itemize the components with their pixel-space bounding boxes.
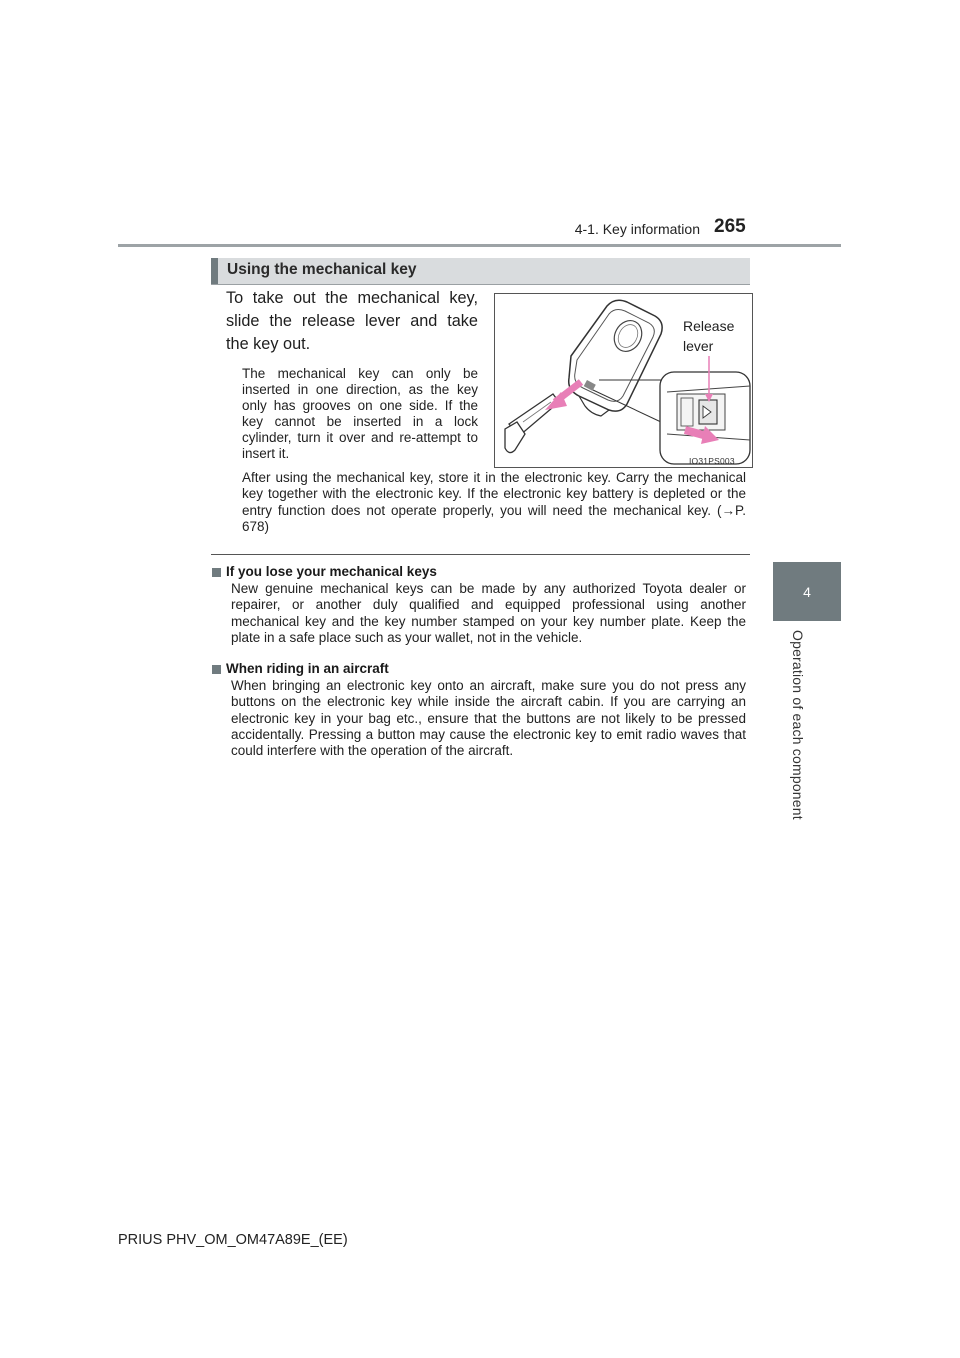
info-aircraft-body: When bringing an electronic key onto an aircraft, make sure you do not press any buttons on the electronic key while inside the aircraft cabin. If you are carrying an electronic key in your bag etc., ensure that the buttons are not likely to be pressed accidentally. Pressing a button may cause the electronic key to emit radio waves that could interfere with the operation of the aircraft. xyxy=(231,678,746,759)
chapter-tab[interactable]: 4 xyxy=(773,562,841,621)
release-lever-callout xyxy=(683,316,753,356)
header-rule xyxy=(118,244,841,247)
figure-code: IO31PS003 xyxy=(689,456,735,466)
info-lost-keys-body: New genuine mechanical keys can be made by any authorized Toyota dealer or repairer, or another duly qualified and equipped professional using another mechanical key and the key number stamped on your key number plate. Keep the plate in a safe place such as your wallet, not in the vehicle. xyxy=(231,581,746,645)
section-note: The mechanical key can only be inserted in one direction, as the key only has grooves on one side. If the key cannot be inserted in a lock cylinder, turn it over and re-attempt to insert it. xyxy=(242,366,478,461)
square-bullet-icon xyxy=(212,665,221,674)
section-divider xyxy=(211,554,750,555)
section-after-note: After using the mechanical key, store it in the electronic key. Carry the mechanical key together with the electronic key. If the electronic key battery is depleted or the entry function does not operate properly, you will need the mechanical key. (→P. 678) xyxy=(242,470,746,534)
info-lost-keys-title-text: If you lose your mechanical keys xyxy=(226,564,437,579)
info-lost-keys xyxy=(212,563,746,646)
chapter-title: Operation of each component xyxy=(790,630,806,820)
section-title: Using the mechanical key xyxy=(227,261,417,278)
section-bar-accent xyxy=(211,258,218,284)
info-aircraft-title-text: When riding in an aircraft xyxy=(226,661,389,676)
info-aircraft-title xyxy=(212,660,746,678)
info-lost-keys-title xyxy=(212,563,746,581)
release-lever-label-line2: lever xyxy=(683,338,714,354)
info-aircraft xyxy=(212,660,746,759)
page-number: 265 xyxy=(714,216,746,237)
square-bullet-icon xyxy=(212,568,221,577)
section-title-bar xyxy=(211,258,750,285)
section-intro: To take out the mechanical key, slide the release lever and take the key out. xyxy=(226,289,478,353)
release-lever-label-line1: Release xyxy=(683,318,735,334)
footer-doc-code: PRIUS PHV_OM_OM47A89E_(EE) xyxy=(118,1232,348,1248)
header-section-title: 4-1. Key information xyxy=(574,221,700,237)
